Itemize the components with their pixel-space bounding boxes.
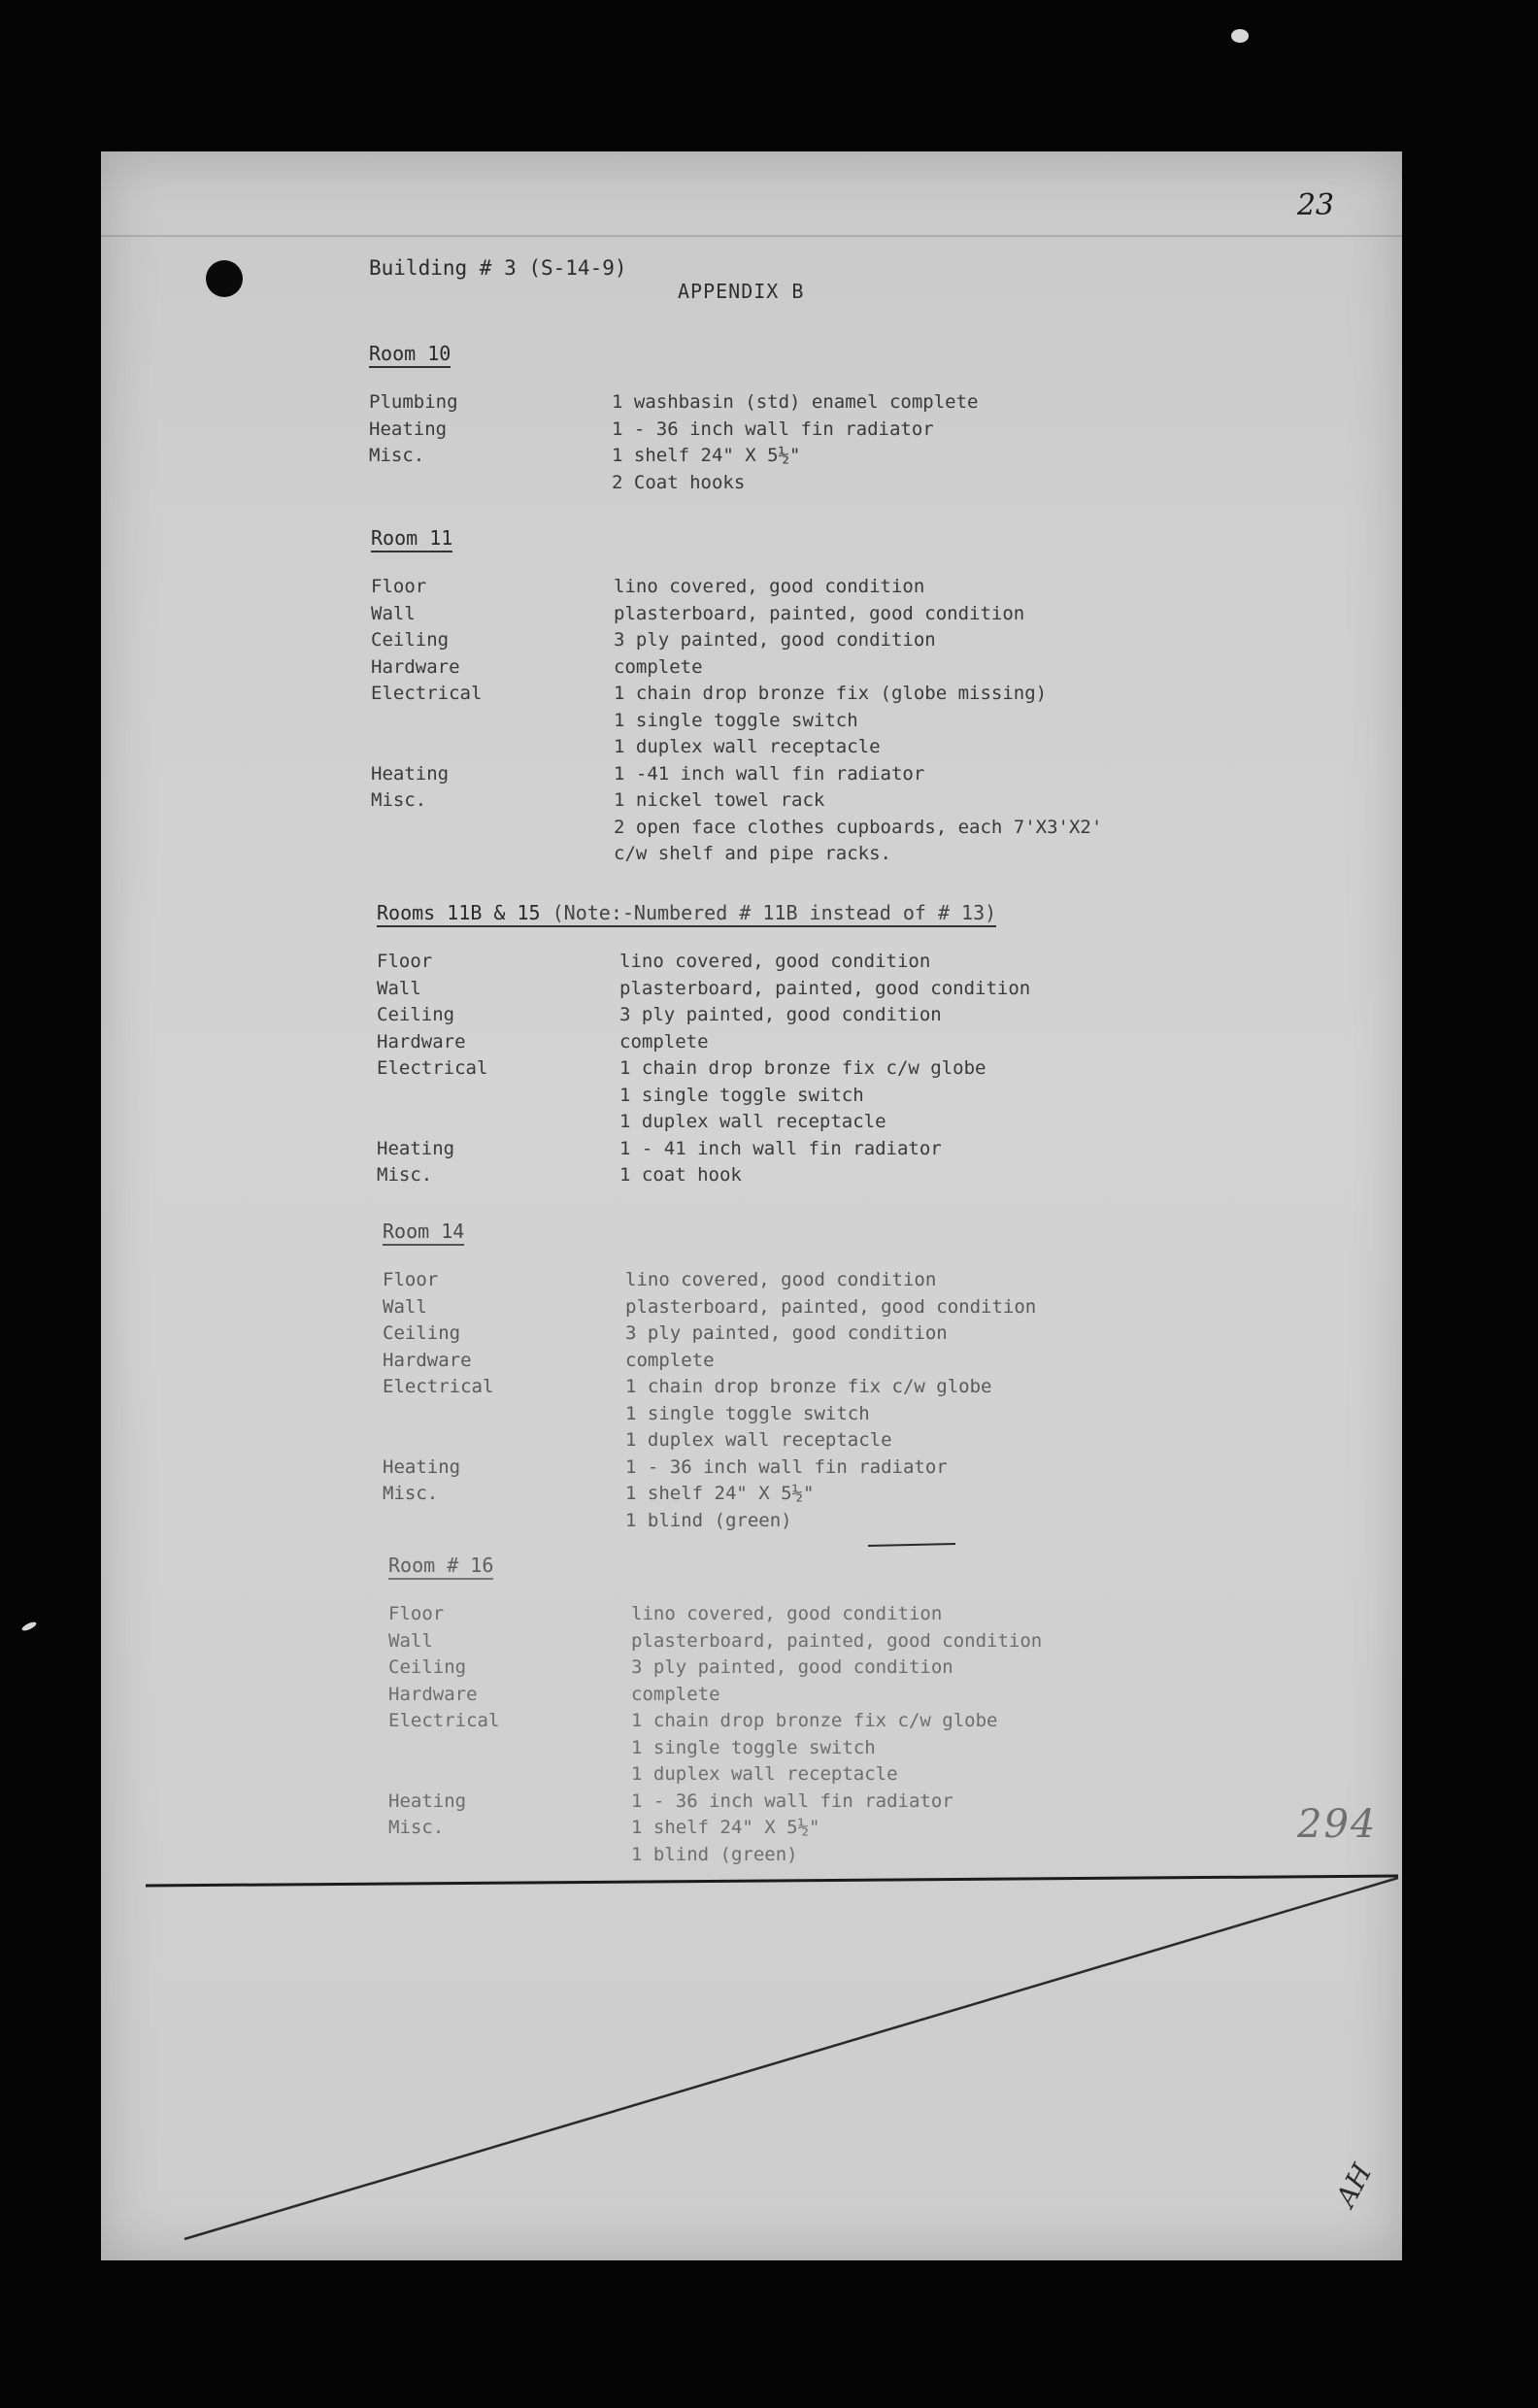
item-value: 1 blind (green) [625, 1509, 792, 1531]
horizontal-cancel-line [146, 1876, 1398, 1886]
item-value: complete [625, 1349, 715, 1371]
item-value: 1 single toggle switch [625, 1402, 870, 1424]
page-number: 23 [1296, 188, 1334, 222]
item-value: 1 single toggle switch [631, 1736, 876, 1758]
item-label: Floor [383, 1269, 439, 1290]
item-value: 1 shelf 24" X 5½" [612, 445, 801, 466]
item-label: Electrical [377, 1057, 488, 1079]
item-label: Hardware [383, 1349, 472, 1371]
room-title: Room 14 [383, 1220, 464, 1246]
item-value: 1 -41 inch wall fin radiator [614, 762, 925, 785]
ink-mark [868, 1544, 955, 1546]
item-label: Misc. [383, 1483, 439, 1504]
item-value: plasterboard, painted, good condition [614, 602, 1025, 624]
item-label: Electrical [388, 1710, 500, 1731]
item-label: Ceiling [377, 1004, 455, 1025]
scan-speck [20, 1621, 37, 1632]
item-label: Hardware [371, 655, 460, 678]
room-title: Room 10 [369, 342, 451, 368]
item-label: Electrical [383, 1376, 494, 1397]
item-label: Wall [388, 1629, 433, 1652]
scan-speck [1231, 29, 1249, 43]
item-value: 3 ply painted, good condition [614, 629, 936, 651]
item-value: 1 shelf 24" X 5½" [631, 1817, 820, 1838]
room-title: Room 11 [371, 526, 452, 552]
item-value: 1 - 36 inch wall fin radiator [612, 418, 934, 440]
item-label: Misc. [369, 445, 425, 466]
room-note: (Note:-Numbered # 11B instead of # 13) [552, 901, 997, 924]
item-value: lino covered, good condition [631, 1603, 943, 1624]
item-label: Heating [388, 1789, 467, 1812]
item-value: 3 ply painted, good condition [631, 1656, 953, 1678]
item-value: complete [619, 1030, 709, 1053]
item-label: Heating [371, 762, 450, 785]
item-value: 2 open face clothes cupboards, each 7'X3'X2' [614, 816, 1103, 838]
item-value: 1 nickel towel rack [614, 789, 825, 811]
item-value: 1 chain drop bronze fix c/w globe [631, 1710, 998, 1731]
item-label: Electrical [371, 683, 483, 704]
item-value: lino covered, good condition [614, 576, 925, 597]
item-value: 1 blind (green) [631, 1843, 798, 1865]
item-label: Plumbing [369, 391, 458, 413]
item-label: Wall [377, 977, 421, 999]
item-value: 3 ply painted, good condition [625, 1322, 948, 1344]
item-label: Floor [371, 576, 427, 597]
item-value: 1 chain drop bronze fix (globe missing) [614, 683, 1048, 704]
item-label: Floor [388, 1603, 445, 1624]
item-value: 1 single toggle switch [614, 709, 858, 731]
item-label: Ceiling [383, 1322, 461, 1344]
item-label: Heating [377, 1137, 455, 1159]
item-value: 2 Coat hooks [612, 471, 746, 493]
item-value: 1 chain drop bronze fix c/w globe [619, 1057, 986, 1079]
archive-folio-number: 294 [1297, 1802, 1378, 1847]
item-value: 1 - 36 inch wall fin radiator [625, 1455, 948, 1478]
item-value: plasterboard, painted, good condition [619, 977, 1031, 999]
item-label: Hardware [377, 1030, 466, 1053]
item-label: Wall [383, 1295, 427, 1318]
item-label: Floor [377, 951, 433, 972]
item-value: lino covered, good condition [619, 951, 931, 972]
item-label: Wall [371, 602, 416, 624]
room-title: Rooms 11B & 15 (Note:-Numbered # 11B instead of # 13) [377, 901, 996, 927]
building-heading: Building # 3 (S-14-9) [369, 256, 627, 280]
item-label: Heating [369, 418, 448, 440]
item-label: Ceiling [388, 1656, 467, 1678]
item-value: 1 chain drop bronze fix c/w globe [625, 1376, 992, 1397]
item-value: 1 duplex wall receptacle [631, 1763, 898, 1785]
item-value: 1 single toggle switch [619, 1084, 864, 1106]
handwritten-initials: AH [1329, 2158, 1379, 2212]
item-value: 1 - 36 inch wall fin radiator [631, 1789, 953, 1812]
item-value: 3 ply painted, good condition [619, 1004, 942, 1025]
appendix-heading: APPENDIX B [678, 280, 805, 303]
item-value: 1 duplex wall receptacle [614, 736, 881, 757]
item-value: c/w shelf and pipe racks. [614, 843, 891, 864]
cancellation-lines [101, 151, 1402, 2260]
item-value: 1 duplex wall receptacle [619, 1111, 886, 1132]
item-label: Ceiling [371, 629, 450, 651]
item-value: 1 shelf 24" X 5½" [625, 1483, 815, 1504]
item-label: Misc. [371, 789, 427, 811]
item-label: Misc. [388, 1817, 445, 1838]
item-label: Misc. [377, 1164, 433, 1186]
item-label: Heating [383, 1455, 461, 1478]
item-value: complete [631, 1683, 720, 1705]
item-value: 1 duplex wall receptacle [625, 1429, 892, 1451]
item-value: 1 washbasin (std) enamel complete [612, 391, 979, 413]
item-value: lino covered, good condition [625, 1269, 937, 1290]
document-page [101, 151, 1402, 2260]
room-title: Room # 16 [388, 1554, 493, 1580]
item-value: 1 coat hook [619, 1164, 742, 1186]
item-value: plasterboard, painted, good condition [625, 1295, 1037, 1318]
diagonal-cancel-line [184, 1878, 1398, 2239]
item-label: Hardware [388, 1683, 478, 1705]
item-value: complete [614, 655, 703, 678]
item-value: 1 - 41 inch wall fin radiator [619, 1137, 942, 1159]
item-value: plasterboard, painted, good condition [631, 1629, 1043, 1652]
